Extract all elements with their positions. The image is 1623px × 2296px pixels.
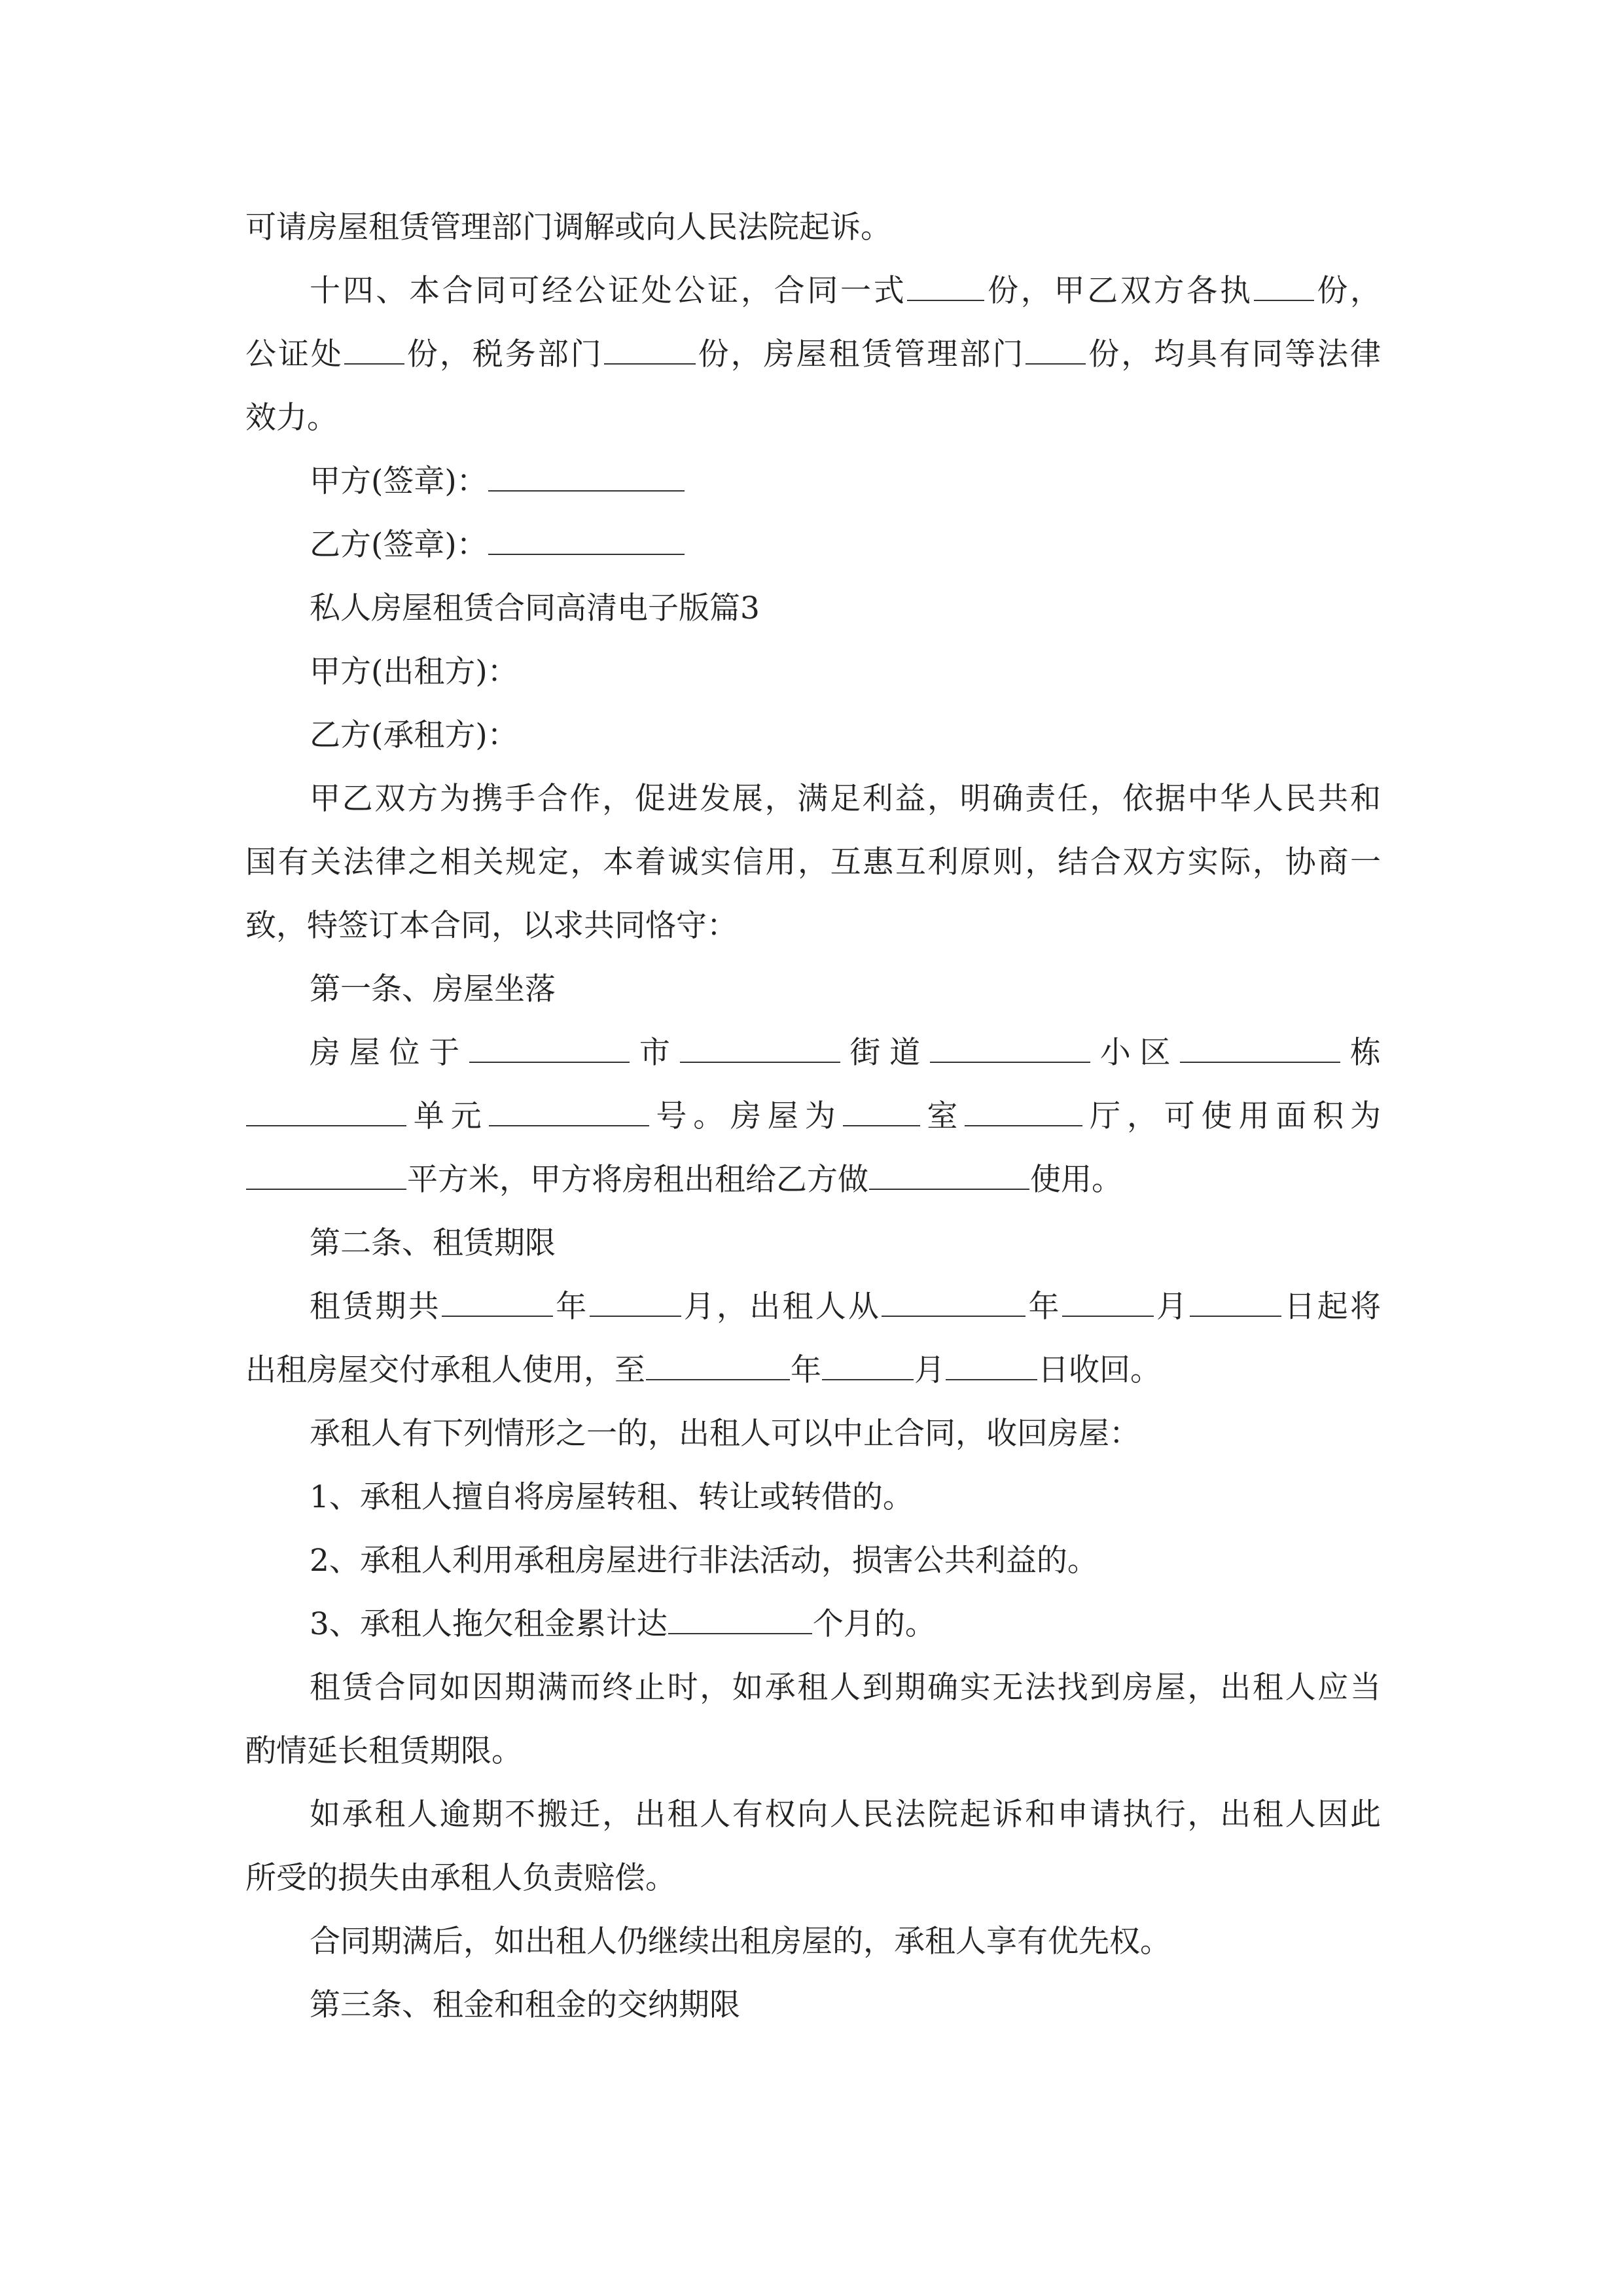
end-day-blank[interactable]: [946, 1349, 1037, 1380]
text-segment: 年: [554, 1289, 589, 1325]
text-segment: 厅，可使用面积为: [1083, 1098, 1382, 1134]
area-blank[interactable]: [246, 1158, 406, 1190]
start-day-blank[interactable]: [1190, 1285, 1281, 1317]
text-segment: 单元: [407, 1098, 488, 1134]
text-segment: 酌情延长租赁期限。: [245, 1733, 522, 1769]
end-year-blank[interactable]: [646, 1349, 790, 1380]
text-segment: 1、承租人擅自将房屋转租、转让或转借的。: [310, 1479, 914, 1515]
text-segment: 年: [1026, 1289, 1061, 1325]
text-segment: 国有关法律之相关规定，本着诚实信用，互惠互利原则，结合双方实际，协商一: [245, 844, 1381, 880]
text-segment: 平方米，甲方将房租出租给乙方做: [407, 1162, 868, 1198]
paragraph-line-16: [245, 1158, 1381, 1202]
paragraph-line-11: [245, 841, 1381, 884]
article-3-heading: [310, 1984, 1381, 2027]
paragraph-line-15: [245, 1095, 1381, 1138]
paragraph-line-28: [310, 1920, 1381, 1964]
text-segment: 甲方(出租方)：: [310, 654, 518, 690]
text-segment: 市: [630, 1035, 679, 1071]
end-month-blank[interactable]: [822, 1349, 914, 1380]
usage-blank[interactable]: [869, 1158, 1029, 1190]
text-segment: 份，税务部门: [404, 336, 603, 372]
text-segment: 致，特签订本合同，以求共同恪守：: [245, 908, 738, 944]
room-blank[interactable]: [843, 1095, 920, 1126]
text-segment: 公证处: [245, 336, 344, 372]
text-segment: 可请房屋租赁管理部门调解或向人民法院起诉。: [245, 209, 891, 245]
paragraph-line-27: [245, 1857, 1381, 1900]
text-segment: 份，: [1314, 273, 1382, 309]
text-segment: 甲乙双方为携手合作，促进发展，满足利益，明确责任，依据中华人民共和: [310, 781, 1381, 817]
text-segment: 十四、本合同可经公证处公证，合同一式: [310, 273, 907, 309]
hall-blank[interactable]: [965, 1095, 1082, 1126]
text-segment: 租赁合同如因期满而终止时，如承租人到期确实无法找到房屋，出租人应当: [310, 1670, 1381, 1706]
text-segment: 租赁期共: [310, 1289, 441, 1325]
paragraph-line-3: [245, 333, 1381, 376]
city-blank[interactable]: [469, 1031, 630, 1063]
fill-in-blank[interactable]: [604, 333, 696, 365]
text-segment: 个月的。: [812, 1606, 936, 1642]
article-1-heading: [310, 968, 1381, 1011]
text-segment: 月: [1154, 1289, 1190, 1325]
party-a-label: [310, 651, 1381, 694]
number-blank[interactable]: [489, 1095, 649, 1126]
text-segment: 房屋位于: [310, 1035, 469, 1071]
text-segment: 所受的损失由承租人负责赔偿。: [245, 1860, 676, 1896]
paragraph-line-25: [245, 1730, 1381, 1773]
list-item-1: [310, 1476, 1381, 1519]
text-segment: 承租人有下列情形之一的，出租人可以中止合同，收回房屋：: [310, 1416, 1140, 1452]
start-year-blank[interactable]: [882, 1285, 1026, 1317]
text-segment: 月: [914, 1352, 945, 1388]
article-2-heading: [310, 1222, 1381, 1265]
text-segment: 日起将: [1282, 1289, 1381, 1325]
text-segment: 第二条、租赁期限: [310, 1225, 556, 1261]
text-segment: 合同期满后，如出租人仍继续出租房屋的，承租人享有优先权。: [310, 1924, 1171, 1960]
start-month-blank[interactable]: [1062, 1285, 1154, 1317]
paragraph-line-20: [310, 1412, 1381, 1456]
text-segment: 乙方(承租方)：: [310, 717, 518, 753]
party-b-label: [310, 714, 1381, 757]
party-a-signature-blank[interactable]: [488, 460, 685, 492]
party-b-signature-blank[interactable]: [488, 524, 685, 555]
paragraph-line-19: [245, 1349, 1381, 1392]
text-segment: 月，出租人从: [681, 1289, 882, 1325]
term-months-blank[interactable]: [590, 1285, 681, 1317]
party-b-signature-line: [310, 524, 1381, 567]
text-segment: 日收回。: [1038, 1352, 1161, 1388]
text-segment: 出租房屋交付承租人使用，至: [245, 1352, 645, 1388]
text-segment: 2、承租人利用承租房屋进行非法活动，损害公共利益的。: [310, 1543, 1098, 1579]
text-segment: 第一条、房屋坐落: [310, 971, 556, 1007]
paragraph-line-10: [310, 778, 1381, 821]
text-segment: 年: [791, 1352, 821, 1388]
street-blank[interactable]: [680, 1031, 840, 1063]
text-segment: 份，房屋租赁管理部门: [696, 336, 1026, 372]
paragraph-line-18: [310, 1285, 1381, 1329]
fill-in-blank[interactable]: [1254, 270, 1314, 301]
fill-in-blank[interactable]: [907, 270, 984, 301]
community-blank[interactable]: [930, 1031, 1090, 1063]
text-segment: 3、承租人拖欠租金累计达: [310, 1606, 668, 1642]
signature-label: 乙方(签章)：: [310, 527, 488, 563]
paragraph-line-12: [245, 905, 1381, 948]
list-item-3: [310, 1603, 1381, 1646]
text-segment: 室: [920, 1098, 965, 1134]
list-item-2: [310, 1539, 1381, 1583]
text-segment: 小区: [1090, 1035, 1180, 1071]
text-segment: 效力。: [245, 400, 338, 436]
fill-in-blank[interactable]: [1026, 333, 1086, 365]
paragraph-line-2: [310, 270, 1381, 313]
text-segment: 栋: [1341, 1035, 1382, 1071]
text-segment: 如承租人逾期不搬迁，出租人有权向人民法院起诉和申请执行，出租人因此: [310, 1797, 1381, 1833]
unit-blank[interactable]: [246, 1095, 406, 1126]
text-segment: 街道: [840, 1035, 929, 1071]
text-segment: 使用。: [1030, 1162, 1122, 1198]
section-title: [310, 587, 1381, 630]
fill-in-blank[interactable]: [344, 333, 404, 365]
paragraph-line-24: [310, 1666, 1381, 1710]
party-a-signature-line: [310, 460, 1381, 503]
signature-label: 甲方(签章)：: [310, 463, 488, 499]
paragraph-line-26: [310, 1793, 1381, 1837]
text-segment: 第三条、租金和租金的交纳期限: [310, 1987, 740, 2023]
paragraph-line-1: [245, 206, 1381, 249]
building-blank[interactable]: [1180, 1031, 1340, 1063]
text-segment: 份，均具有同等法律: [1086, 336, 1382, 372]
term-years-blank[interactable]: [442, 1285, 553, 1317]
arrears-months-blank[interactable]: [668, 1603, 812, 1634]
text-segment: 私人房屋租赁合同高清电子版篇3: [310, 590, 760, 626]
text-segment: 号。房屋为: [649, 1098, 842, 1134]
text-segment: 份，甲乙双方各执: [985, 273, 1253, 309]
paragraph-line-14: [310, 1031, 1381, 1075]
paragraph-line-4: [245, 397, 1381, 440]
